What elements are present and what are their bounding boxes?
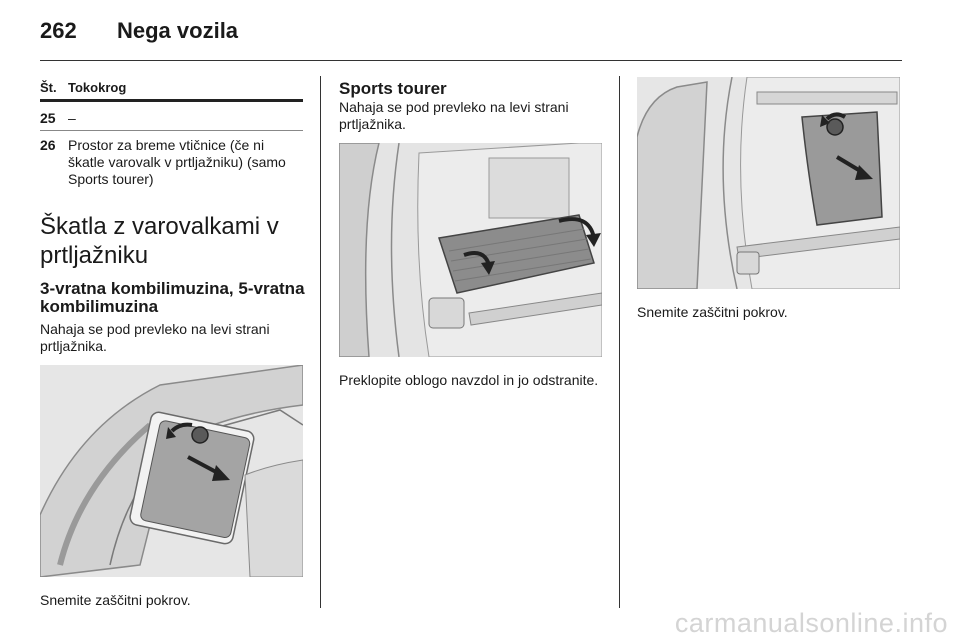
table-row-number: 25 (40, 110, 56, 126)
body-text-hatchback: Nahaja se pod prevleko na levi strani prtljažnika. (40, 321, 270, 354)
subheading-sports-tourer: Sports tourer (339, 79, 447, 98)
page-title: Nega vozila (117, 18, 239, 43)
column-divider-2 (619, 76, 620, 608)
section-heading: Škatla z varovalkami v prtljažniku (40, 213, 279, 269)
caption-hatchback: Snemite zaščitni pokrov. (40, 592, 191, 608)
table-row-divider (40, 130, 303, 131)
page-number: 262 (40, 18, 77, 43)
table-row-circuit: – (68, 110, 76, 126)
column-divider-1 (320, 76, 321, 608)
trunk-illustration-hatchback (40, 365, 303, 577)
caption-sports-tourer-cover: Snemite zaščitni pokrov. (637, 304, 788, 320)
table-row-circuit: Prostor za breme vtičnice (če ni škatle varovalk v prtljažniku) (samo Sports tourer) (68, 137, 286, 187)
table-header-rule (40, 99, 303, 102)
subheading-hatchback: 3-vratna kombilimuzina, 5-vratna kombilimuzina (40, 279, 305, 316)
header-divider (40, 60, 902, 61)
table-header-circuit: Tokokrog (68, 80, 127, 95)
caption-sports-tourer-panel: Preklopite oblogo navzdol in jo odstranite. (339, 372, 599, 388)
trunk-illustration-sports-tourer-panel (339, 143, 602, 357)
watermark: carmanualsonline.info (674, 608, 948, 638)
body-text-sports-tourer: Nahaja se pod prevleko na levi strani prtljažnika. (339, 99, 569, 132)
table-header-number: Št. (40, 80, 57, 95)
trunk-illustration-sports-tourer-cover (637, 77, 900, 289)
table-row-number: 26 (40, 137, 56, 153)
